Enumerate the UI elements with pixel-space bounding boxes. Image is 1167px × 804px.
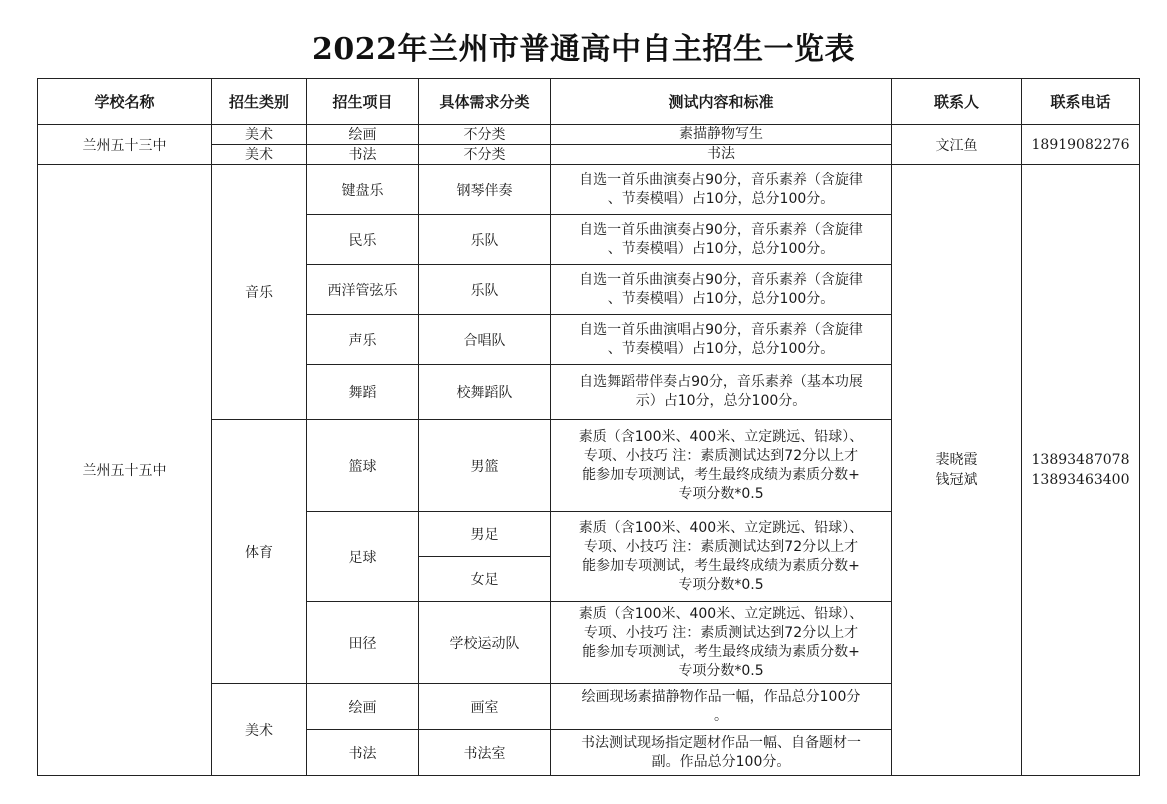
subcategory-cell: 不分类 <box>419 125 551 145</box>
criteria-line: 能参加专项测试，考生最终成绩为素质分数+ <box>582 643 860 660</box>
project-cell: 书法 <box>307 730 419 776</box>
criteria-line: 示）占10分，总分100分。 <box>635 393 807 409</box>
subcategory-cell: 学校运动队 <box>419 602 551 684</box>
header-subcategory: 具体需求分类 <box>419 79 551 125</box>
criteria-line: 专项分数*0.5 <box>678 485 764 502</box>
category-art: 美术 <box>212 684 307 776</box>
criteria-line: 专项、小技巧 注：素质测试达到72分以上才 <box>583 538 859 555</box>
subcategory-cell: 乐队 <box>419 215 551 265</box>
header-school-name: 学校名称 <box>38 79 212 125</box>
school-name-55: 兰州五十五中 <box>38 165 212 776</box>
criteria-cell <box>551 165 892 215</box>
subcategory-cell: 校舞蹈队 <box>419 365 551 420</box>
phone-55 <box>1022 165 1140 776</box>
project-cell: 舞蹈 <box>307 365 419 420</box>
criteria-line: 绘画现场素描静物作品一幅，作品总分100分 <box>581 688 861 705</box>
criteria-cell <box>551 512 892 602</box>
criteria-cell <box>551 730 892 776</box>
criteria-cell <box>551 420 892 512</box>
criteria-line: 能参加专项测试，考生最终成绩为素质分数+ <box>582 466 860 483</box>
subcategory-cell: 男篮 <box>419 420 551 512</box>
criteria-line: 自选一首乐曲演奏占90分，音乐素养（含旋律 <box>579 271 863 288</box>
criteria-line: 、节奏模唱）占10分，总分100分。 <box>607 190 835 207</box>
criteria-line: 能参加专项测试，考生最终成绩为素质分数+ <box>582 557 860 574</box>
criteria-line: 书法测试现场指定题材作品一幅、自备题材一 <box>581 734 861 751</box>
project-cell: 书法 <box>307 145 419 165</box>
contact-55 <box>892 165 1022 776</box>
subcategory-cell: 不分类 <box>419 145 551 165</box>
phone-number: 13893463400 <box>1031 472 1130 488</box>
header-project: 招生项目 <box>307 79 419 125</box>
criteria-line: 素质（含100米、400米、立定跳远、铅球）、 <box>578 605 864 622</box>
criteria-line: 素质（含100米、400米、立定跳远、铅球）、 <box>578 519 864 536</box>
project-cell: 民乐 <box>307 215 419 265</box>
contact-name: 裴晓霞 <box>935 452 978 468</box>
criteria-line: 专项分数*0.5 <box>678 576 764 593</box>
contact-name: 钱冠斌 <box>935 472 978 488</box>
table-row <box>38 165 1140 215</box>
header-contact: 联系人 <box>892 79 1022 125</box>
header-category: 招生类别 <box>212 79 307 125</box>
criteria-line: 专项分数*0.5 <box>678 662 764 679</box>
criteria-cell <box>551 315 892 365</box>
subcategory-cell: 男足 <box>419 512 551 557</box>
subcategory-cell: 乐队 <box>419 265 551 315</box>
subcategory-cell: 画室 <box>419 684 551 730</box>
phone-number: 13893487078 <box>1031 452 1130 468</box>
school-name-53: 兰州五十三中 <box>38 125 212 165</box>
criteria-cell <box>551 265 892 315</box>
page-title: 2022年兰州市普通高中自主招生一览表 <box>312 32 855 67</box>
criteria-line: 自选舞蹈带伴奏占90分，音乐素养（基本功展 <box>579 374 863 390</box>
criteria-line: 自选一首乐曲演唱占90分，音乐素养（含旋律 <box>579 321 863 338</box>
subcategory-cell: 书法室 <box>419 730 551 776</box>
criteria-line: 。 <box>714 707 728 724</box>
header-phone: 联系电话 <box>1022 79 1140 125</box>
subcategory-cell: 合唱队 <box>419 315 551 365</box>
criteria-line: 自选一首乐曲演奏占90分，音乐素养（含旋律 <box>579 221 863 238</box>
criteria-line: 、节奏模唱）占10分，总分100分。 <box>607 240 835 257</box>
criteria-cell <box>551 602 892 684</box>
project-cell: 足球 <box>307 512 419 602</box>
criteria-line: 素质（含100米、400米、立定跳远、铅球）、 <box>578 428 864 445</box>
category-cell: 美术 <box>212 125 307 145</box>
admissions-table <box>37 78 1140 776</box>
criteria-cell <box>551 215 892 265</box>
subcategory-cell: 女足 <box>419 557 551 602</box>
header-criteria: 测试内容和标准 <box>551 79 892 125</box>
contact-53: 文江鱼 <box>892 125 1022 165</box>
criteria-line: 、节奏模唱）占10分，总分100分。 <box>607 290 835 307</box>
category-cell: 美术 <box>212 145 307 165</box>
criteria-cell <box>551 684 892 730</box>
criteria-line: 专项、小技巧 注：素质测试达到72分以上才 <box>583 447 859 464</box>
phone-53: 18919082276 <box>1022 125 1140 165</box>
project-cell: 键盘乐 <box>307 165 419 215</box>
subcategory-cell: 钢琴伴奏 <box>419 165 551 215</box>
project-cell: 绘画 <box>307 684 419 730</box>
criteria-line: 副。作品总分100分。 <box>651 753 791 770</box>
project-cell: 篮球 <box>307 420 419 512</box>
category-sports: 体育 <box>212 420 307 684</box>
category-music: 音乐 <box>212 165 307 420</box>
project-cell: 田径 <box>307 602 419 684</box>
criteria-line: 、节奏模唱）占10分，总分100分。 <box>607 340 835 357</box>
project-cell: 声乐 <box>307 315 419 365</box>
criteria-cell: 素描静物写生 <box>551 125 892 145</box>
project-cell: 绘画 <box>307 125 419 145</box>
header-row <box>38 79 1140 125</box>
criteria-cell <box>551 365 892 420</box>
criteria-line: 专项、小技巧 注：素质测试达到72分以上才 <box>583 624 859 641</box>
criteria-cell: 书法 <box>551 145 892 165</box>
table-row <box>38 125 1140 145</box>
criteria-line: 自选一首乐曲演奏占90分，音乐素养（含旋律 <box>579 171 863 188</box>
project-cell: 西洋管弦乐 <box>307 265 419 315</box>
